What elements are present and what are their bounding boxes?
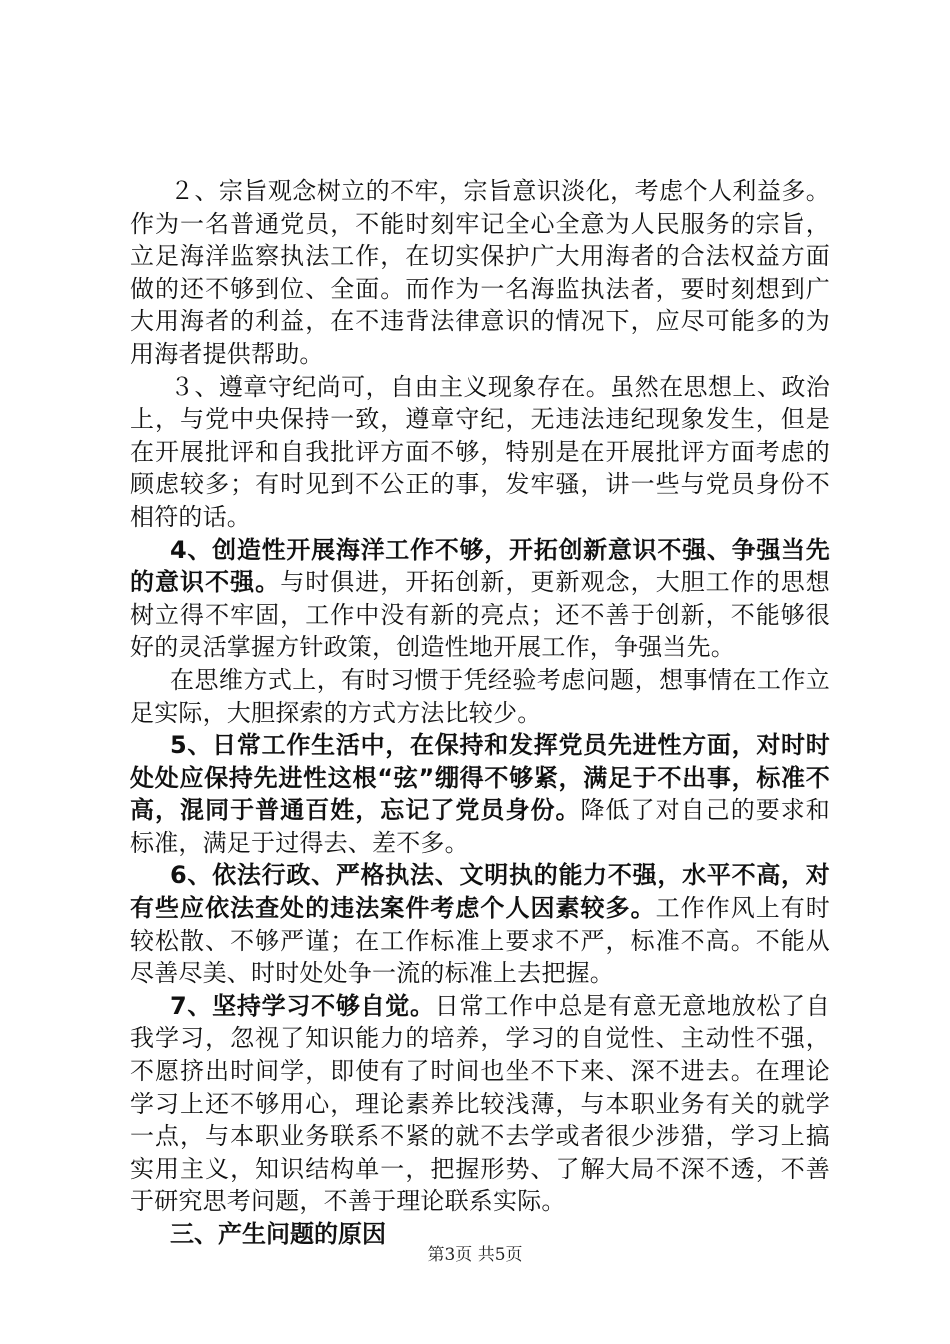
paragraph-text: 在思维方式上，有时习惯于凭经验考虑问题，想事情在工作立足实际，大胆探索的方式方法比较少。 <box>130 665 830 727</box>
paragraph-item-4-continued <box>130 664 830 729</box>
paragraph-lead: 7、坚持学习不够自觉。 <box>170 991 435 1020</box>
page-footer: 第3页 共5页 <box>427 1245 523 1265</box>
paragraph-text: 日常工作中总是有意无意地放松了自我学习，忽视了知识能力的培养，学习的自觉性、主动性不强，不愿挤出时间学，即使有了时间也坐不下来、深不进去。在理论学习上还不够用心，理论素养比较浅薄，与本职业务有关的就学一点，与本职业务联系不紧的就不去学或者很少涉猎，学习上搞实用主义，知识结构单一，把握形势、了解大局不深不透，不善于研究思考问题，不善于理论联系实际。 <box>130 991 830 1216</box>
paragraph-text: 工作作风上有时较松散、不够严谨；在工作标准上要求不严，标准不高。不能从尽善尽美、时时处处争一流的标准上去把握。 <box>130 894 831 988</box>
paragraph-item-2 <box>130 175 830 371</box>
paragraph-lead: 4、创造性开展海洋工作不够，开拓创新意识不强、争强当先的意识不强。 <box>130 535 830 597</box>
paragraph-item-5 <box>130 729 830 859</box>
paragraph-item-7 <box>130 990 830 1218</box>
paragraph-item-4 <box>130 534 830 664</box>
paragraph-item-3 <box>130 371 830 534</box>
paragraph-lead: 6、依法行政、严格执法、文明执的能力不强，水平不高，对有些应依法查处的违法案件考虑个人因素较多。 <box>130 861 830 923</box>
paragraph-text: 与时俱进，开拓创新，更新观念，大胆工作的思想树立得不牢固，工作中没有新的亮点；还不善于创新，不能够很好的灵活掌握方针政策，创造性地开展工作，争强当先。 <box>130 568 831 662</box>
paragraph-lead: 5、日常工作生活中，在保持和发挥党员先进性方面，对时时处处应保持先进性这根“弦”绷得不够紧，满足于不出事，标准不高，混同于普通百姓，忘记了党员身份。 <box>130 731 830 825</box>
paragraph-item-6 <box>130 859 830 989</box>
document-body <box>130 175 830 1251</box>
paragraph-text: ２、宗旨观念树立的不牢，宗旨意识淡化，考虑个人利益多。作为一名普通党员，不能时刻牢记全心全意为人民服务的宗旨，立足海洋监察执法工作，在切实保护广大用海者的合法权益方面做的还不够到位、全面。而作为一名海监执法者，要时刻想到广大用海者的利益，在不违背法律意识的情况下，应尽可能多的为用海者提供帮助。 <box>130 177 830 368</box>
paragraph-text: 降低了对自己的要求和标准，满足于过得去、差不多。 <box>130 796 830 857</box>
section-heading: 三、产生问题的原因 <box>170 1220 386 1248</box>
paragraph-text: ３、遵章守纪尚可，自由主义现象存在。虽然在思想上、政治上，与党中央保持一致，遵章守纪，无违法违纪现象发生，但是在开展批评和自我批评方面不够，特别是在开展批评方面考虑的顾虑较多；有时见到不公正的事，发牢骚，讲一些与党员身份不相符的话。 <box>130 372 830 531</box>
